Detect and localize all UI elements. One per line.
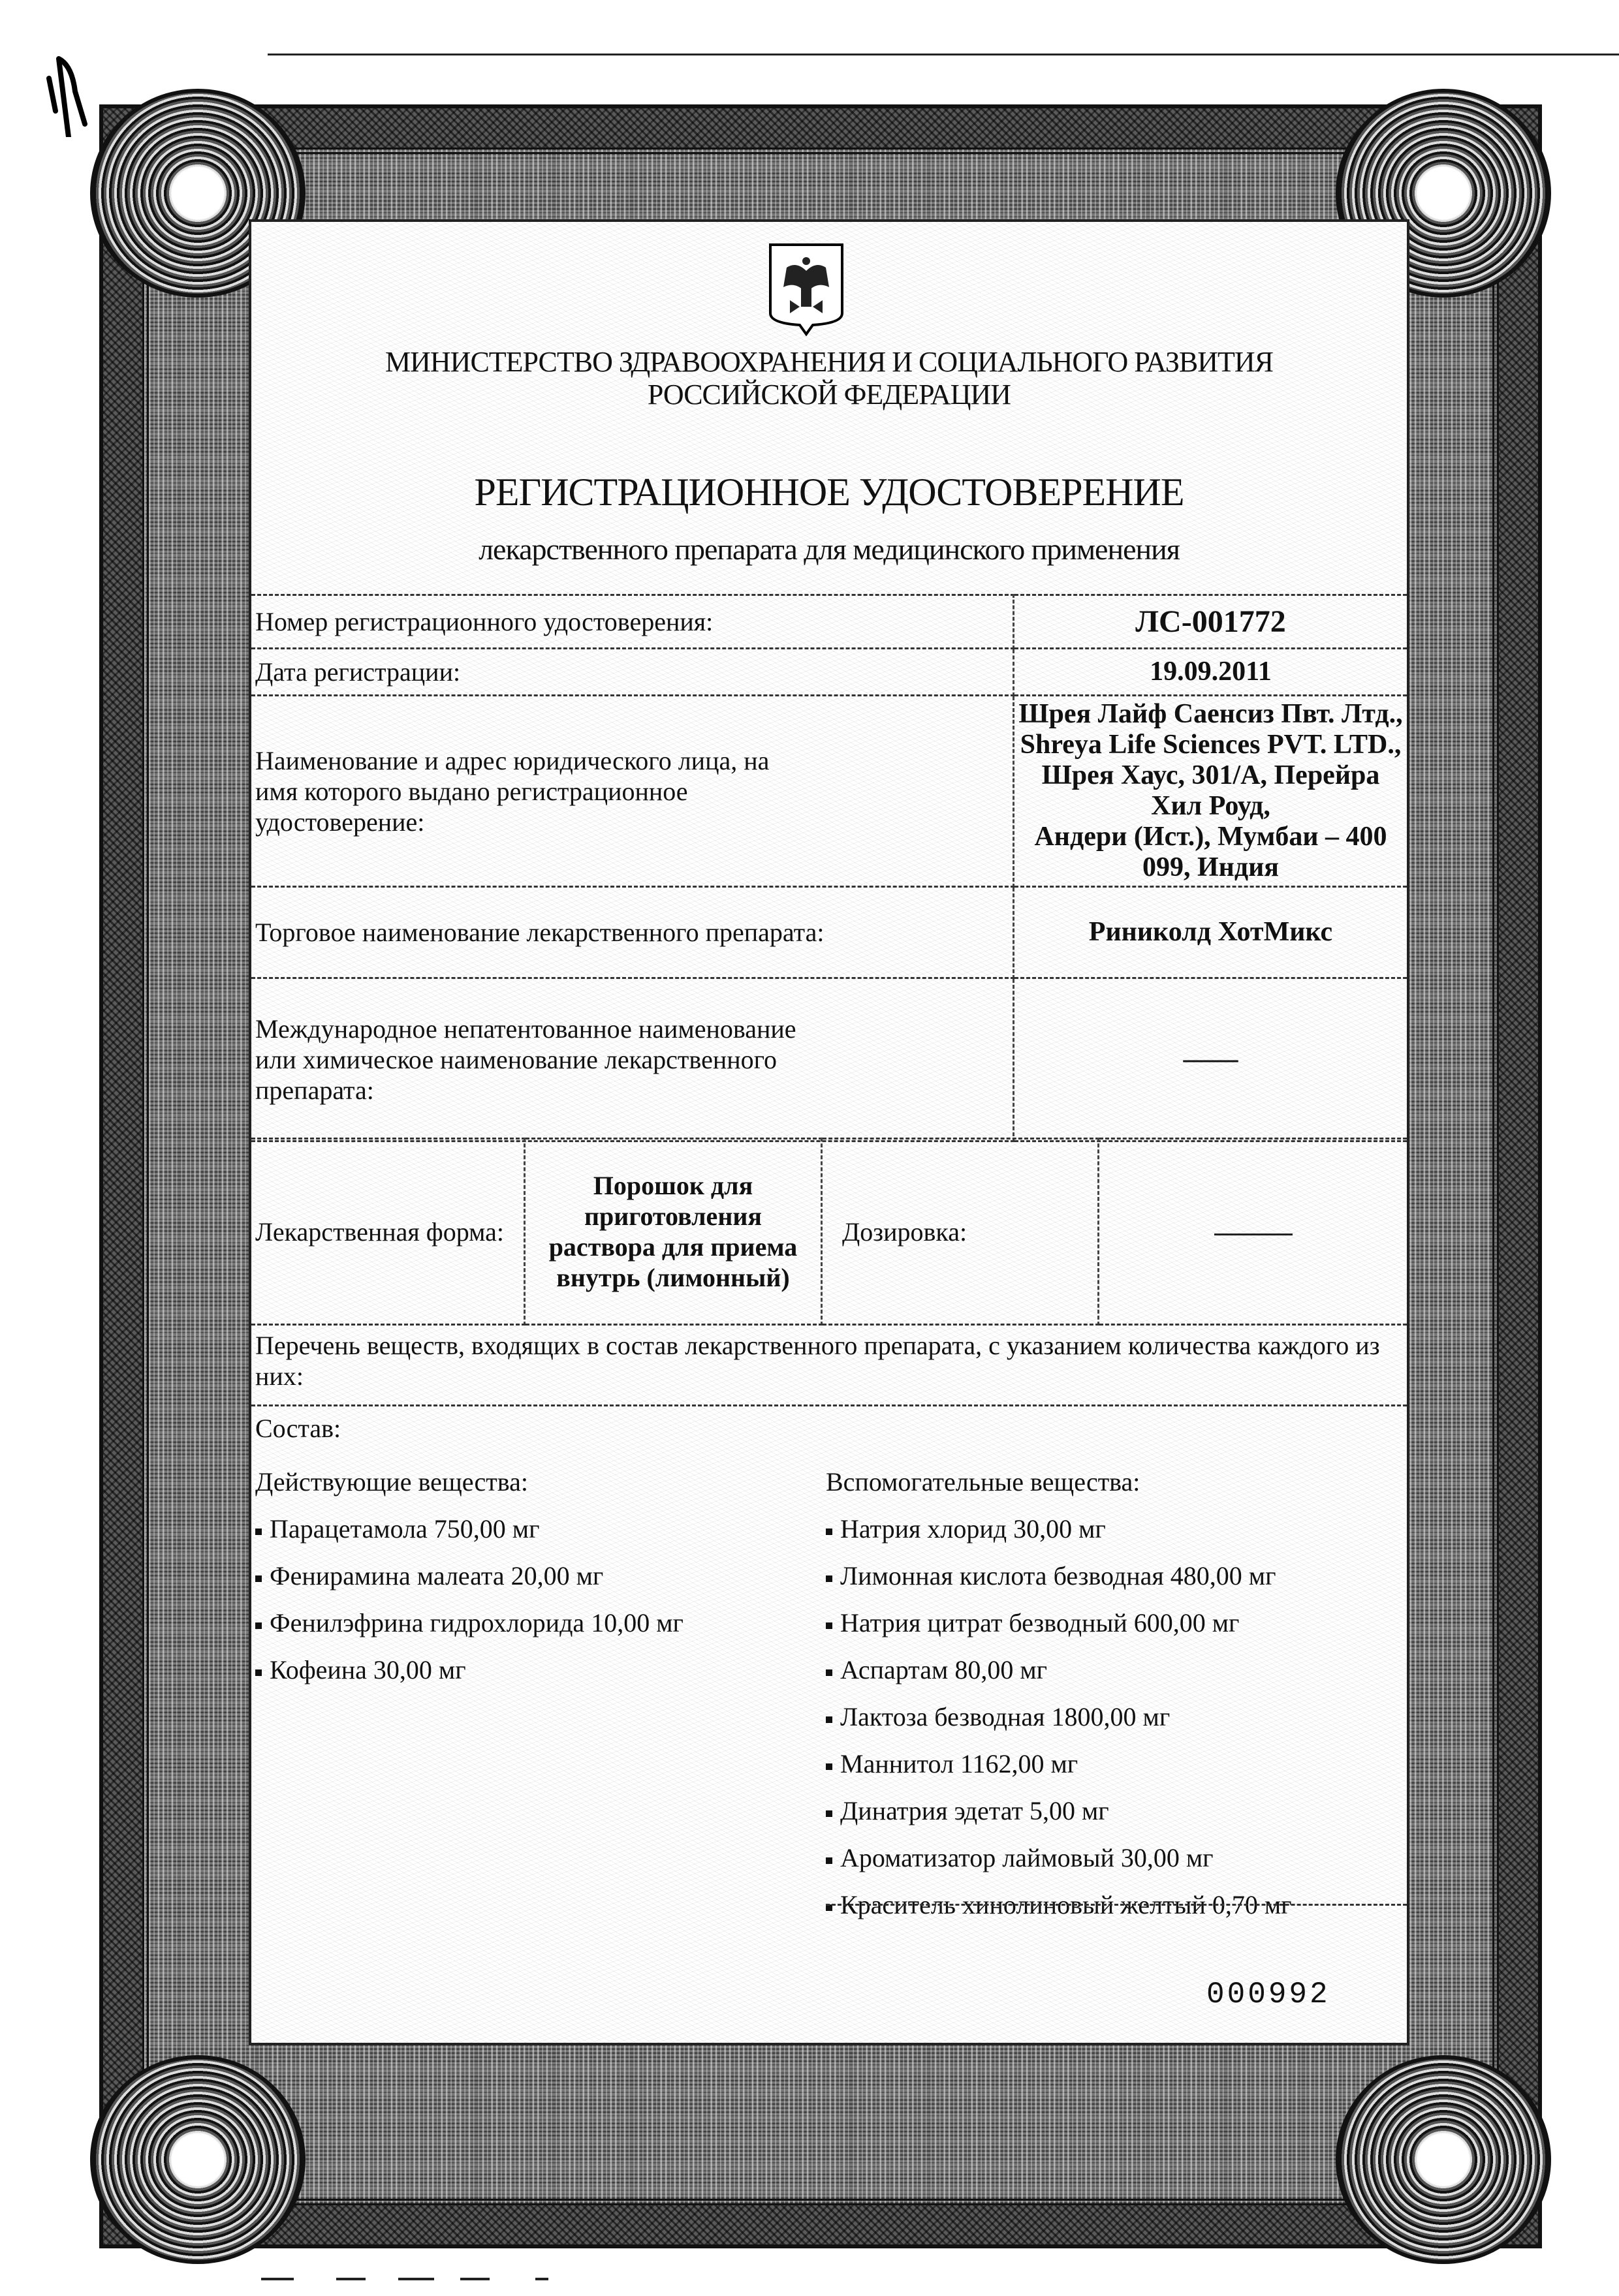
dosage-value [1099,1139,1407,1325]
list-item: Краситель хинолиновый желтый 0,70 мг [826,1882,1400,1929]
ministry-line-2: РОССИЙСКОЙ ФЕДЕРАЦИИ [647,379,1011,411]
bullet-icon [826,1810,832,1817]
excipients-header: Вспомогательные вещества: [826,1467,1140,1497]
list-item: Лактоза безводная 1800,00 мг [826,1694,1400,1741]
dosage-label: Дозировка: [822,1139,1099,1325]
bullet-icon [826,1528,832,1535]
coat-of-arms-icon [767,241,845,336]
registration-number-label: Номер регистрационного удостоверения: [251,595,1014,649]
ministry-heading [251,346,1407,411]
holder-label: Наименование и адрес юридического лица, на имя которого выдано регистрационное удостоверение: [251,696,1014,887]
bullet-icon [826,1763,832,1770]
table-row [251,1139,1407,1325]
bullet-icon [826,1716,832,1723]
form-serial-number: 000992 [1206,1978,1330,2011]
excipients-list [826,1459,1400,1929]
list-item: Кофеина 30,00 мг [255,1647,810,1694]
list-item: Натрия цитрат безводный 600,00 мг [826,1600,1400,1647]
ministry-line-1: МИНИСТЕРСТВО ЗДРАВООХРАНЕНИЯ И СОЦИАЛЬНОГО РАЗВИТИЯ [385,346,1273,378]
inn-label: Международное непатентованное наименование или химическое наименование лекарственного препарата: [251,978,1014,1141]
table-row [251,595,1407,649]
list-item: Маннитол 1162,00 мг [826,1741,1400,1788]
bullet-icon [826,1669,832,1676]
bullet-icon [826,1857,832,1864]
registration-details-table [251,594,1407,1142]
table-row [251,649,1407,696]
composition-label: Состав: [255,1414,341,1443]
divider [251,1404,1407,1406]
table-row [251,696,1407,887]
bullet-icon [255,1528,262,1535]
certificate-body [251,222,1407,2043]
trade-name-label: Торговое наименование лекарственного препарата: [251,887,1014,978]
holder-name-ru: Шрея Лайф Саенсиз Пвт. Лтд., [1018,699,1403,729]
bullet-icon [826,1622,832,1629]
bullet-icon [826,1575,832,1582]
bullet-icon [255,1575,262,1582]
table-row [251,887,1407,978]
bullet-icon [255,1622,262,1629]
holder-value [1014,696,1407,887]
list-item: Лимонная кислота безводная 480,00 мг [826,1553,1400,1600]
active-substances-list [255,1459,810,1694]
list-item: Аспартам 80,00 мг [826,1647,1400,1694]
dosage-form-table [251,1138,1407,1326]
table-row [251,978,1407,1141]
dosage-form-label: Лекарственная форма: [251,1139,525,1325]
document-title: РЕГИСТРАЦИОННОЕ УДОСТОВЕРЕНИЕ [474,471,1184,514]
holder-address-line-2: Андери (Ист.), Мумбаи – 400 099, Индия [1034,822,1387,882]
divider [826,1904,1407,1906]
registration-date-value: 19.09.2011 [1014,649,1407,696]
dosage-form-value: Порошок для приготовления раствора для приема внутрь (лимонный) [525,1139,822,1325]
list-item: Динатрия эдетат 5,00 мг [826,1788,1400,1835]
frame-corner-rosette-icon [90,2055,306,2264]
list-item: Ароматизатор лаймовый 30,00 мг [826,1835,1400,1882]
inn-value: —— [1014,978,1407,1141]
holder-name-en: Shreya Life Sciences PVT. LTD., [1020,730,1402,760]
document-subtitle: лекарственного препарата для медицинского применения [479,533,1180,566]
scan-artifacts [261,2278,1371,2283]
bullet-icon [255,1669,262,1676]
list-item: Парацетамола 750,00 мг [255,1506,810,1553]
list-item: Фенирамина малеата 20,00 мг [255,1553,810,1600]
handwritten-page-number-mark [36,52,88,137]
holder-address-line-1: Шрея Хаус, 301/А, Перейра Хил Роуд, [1041,760,1380,821]
frame-corner-rosette-icon [1336,2055,1551,2264]
top-rule-line [268,54,1619,55]
trade-name-value: Риниколд ХотМикс [1014,887,1407,978]
registration-date-label: Дата регистрации: [251,649,1014,696]
composition-intro: Перечень веществ, входящих в состав лекарственного препарата, с указанием количества каждого из них: [255,1331,1380,1391]
list-item: Фенилэфрина гидрохлорида 10,00 мг [255,1600,810,1647]
list-item: Натрия хлорид 30,00 мг [826,1506,1400,1553]
registration-number-value: ЛС-001772 [1014,595,1407,649]
empty-value-dash [1214,1233,1293,1235]
active-substances-header: Действующие вещества: [255,1467,528,1497]
